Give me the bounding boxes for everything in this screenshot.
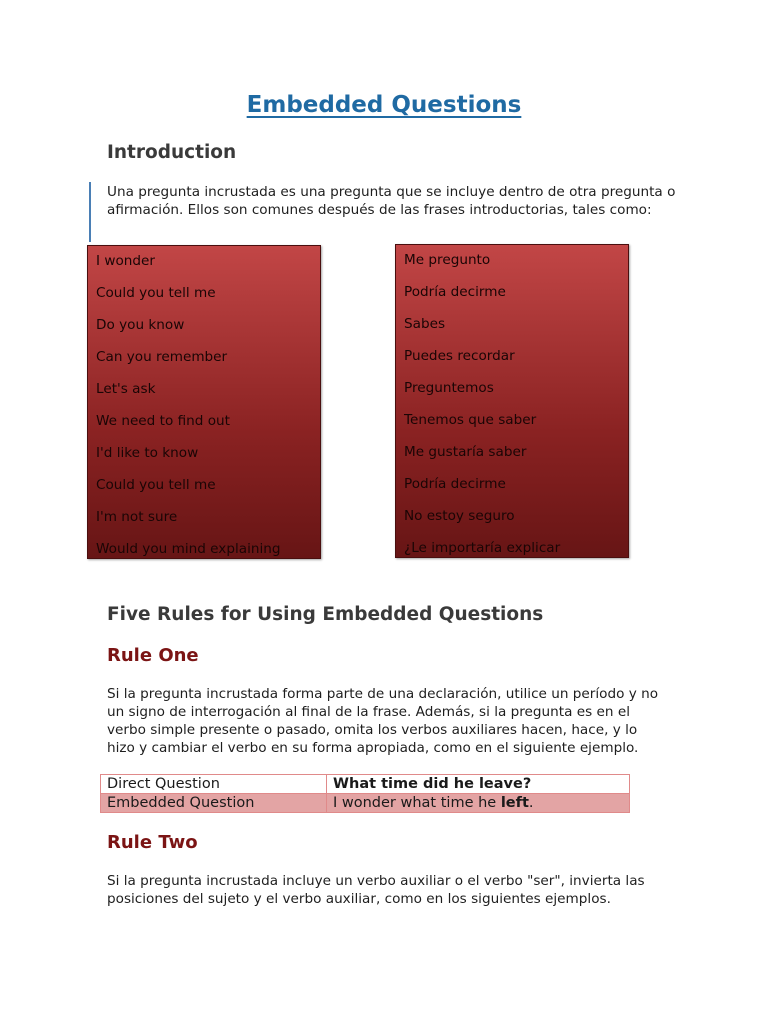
english-phrase-item: Would you mind explaining xyxy=(96,541,281,557)
spanish-phrases-box xyxy=(395,244,629,558)
rule-two-heading: Rule Two xyxy=(107,832,198,853)
spanish-phrase-item: Sabes xyxy=(404,316,446,332)
introduction-heading: Introduction xyxy=(107,142,237,163)
english-phrase-item: Could you tell me xyxy=(96,285,216,301)
spanish-phrase-item: ¿Le importaría explicar xyxy=(404,540,561,556)
page-title: Embedded Questions xyxy=(246,92,522,118)
english-phrase-item: Can you remember xyxy=(96,349,228,365)
spanish-phrase-item: Podría decirme xyxy=(404,284,506,300)
rule-two-paragraph: Si la pregunta incrustada incluye un verbo auxiliar o el verbo "ser", invierta las posiciones del sujeto y el verbo auxiliar, como en los siguientes ejemplos. xyxy=(107,873,645,907)
english-phrase-item: Let's ask xyxy=(96,381,156,397)
english-phrase-item: I'd like to know xyxy=(96,445,199,461)
spanish-phrase-item: Tenemos que saber xyxy=(404,412,537,428)
rule-one-heading: Rule One xyxy=(107,645,199,666)
spanish-phrase-item: Preguntemos xyxy=(404,380,494,396)
embedded-value-prefix: I wonder what time he xyxy=(333,795,501,811)
english-phrase-item: Do you know xyxy=(96,317,185,333)
english-phrase-item: I'm not sure xyxy=(96,509,178,525)
spanish-phrase-item: No estoy seguro xyxy=(404,508,515,524)
introduction-paragraph: Una pregunta incrustada es una pregunta que se incluye dentro de otra pregunta o afirmación. Ellos son comunes después de las frases introductorias, tales como: xyxy=(107,184,676,218)
english-phrases-list xyxy=(88,250,320,570)
direct-question-label: Direct Question xyxy=(101,775,327,794)
table-row-direct xyxy=(101,775,630,794)
embedded-question-label: Embedded Question xyxy=(101,794,327,813)
english-phrase-item: I wonder xyxy=(96,253,155,269)
question-table xyxy=(100,774,630,813)
spanish-phrases-list xyxy=(396,249,628,569)
spanish-phrase-item: Podría decirme xyxy=(404,476,506,492)
embedded-value-suffix: . xyxy=(528,795,534,811)
spanish-phrase-item: Me pregunto xyxy=(404,252,491,268)
spanish-phrase-item: Me gustaría saber xyxy=(404,444,527,460)
five-rules-heading: Five Rules for Using Embedded Questions xyxy=(107,604,544,625)
rule-one-paragraph: Si la pregunta incrustada forma parte de una declaración, utilice un período y no un signo de interrogación al final de la frase. Además, si la pregunta es en el verbo simple presente o pasado, omita los verbos auxiliares hacen, hace, y lo hizo y cambiar el verbo en su forma apropiada, como en el siguiente ejemplo. xyxy=(107,686,659,756)
table-row-embedded xyxy=(101,794,630,813)
intro-accent-bar xyxy=(89,182,91,242)
embedded-value-bold: left xyxy=(500,795,529,811)
direct-question-value: What time did he leave? xyxy=(327,775,630,794)
english-phrase-item: We need to find out xyxy=(96,413,230,429)
english-phrases-box xyxy=(87,245,321,559)
spanish-phrase-item: Puedes recordar xyxy=(404,348,515,364)
embedded-question-value xyxy=(327,794,630,813)
english-phrase-item: Could you tell me xyxy=(96,477,216,493)
